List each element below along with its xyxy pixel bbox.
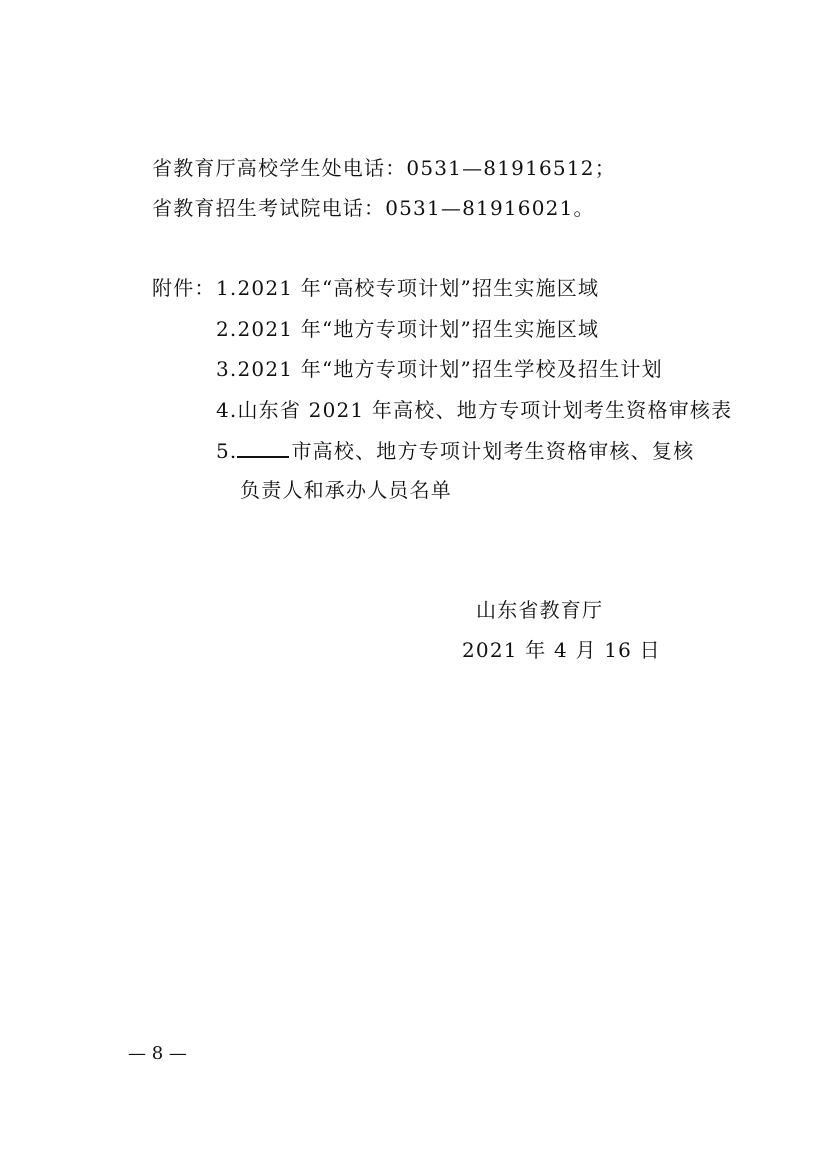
contact-line-exam-institute: 省教育招生考试院电话：0531—81916021。 <box>152 196 595 220</box>
attachments-label: 附件： <box>152 276 216 300</box>
attachment-item-5 <box>216 436 694 465</box>
fill-in-blank-line <box>237 436 289 458</box>
attachment-item-1: 1.2021 年“高校专项计划”招生实施区域 <box>216 276 600 300</box>
contact-line-student-office: 省教育厅高校学生处电话：0531—81916512； <box>152 156 616 180</box>
attachment-item-2: 2.2021 年“地方专项计划”招生实施区域 <box>216 317 600 341</box>
signature-date: 2021 年 4 月 16 日 <box>462 638 661 662</box>
attachment-item-4: 4.山东省 2021 年高校、地方专项计划考生资格审核表 <box>216 398 733 422</box>
attachment-item-5-text: 市高校、地方专项计划考生资格审核、复核 <box>291 439 695 463</box>
attachment-item-5-number: 5. <box>216 439 238 463</box>
page-number: — 8 — <box>128 1043 187 1064</box>
signature-organization: 山东省教育厅 <box>476 598 604 622</box>
attachment-item-5-continuation: 负责人和承办人员名单 <box>240 478 452 502</box>
attachment-item-3: 3.2021 年“地方专项计划”招生学校及招生计划 <box>216 357 663 381</box>
